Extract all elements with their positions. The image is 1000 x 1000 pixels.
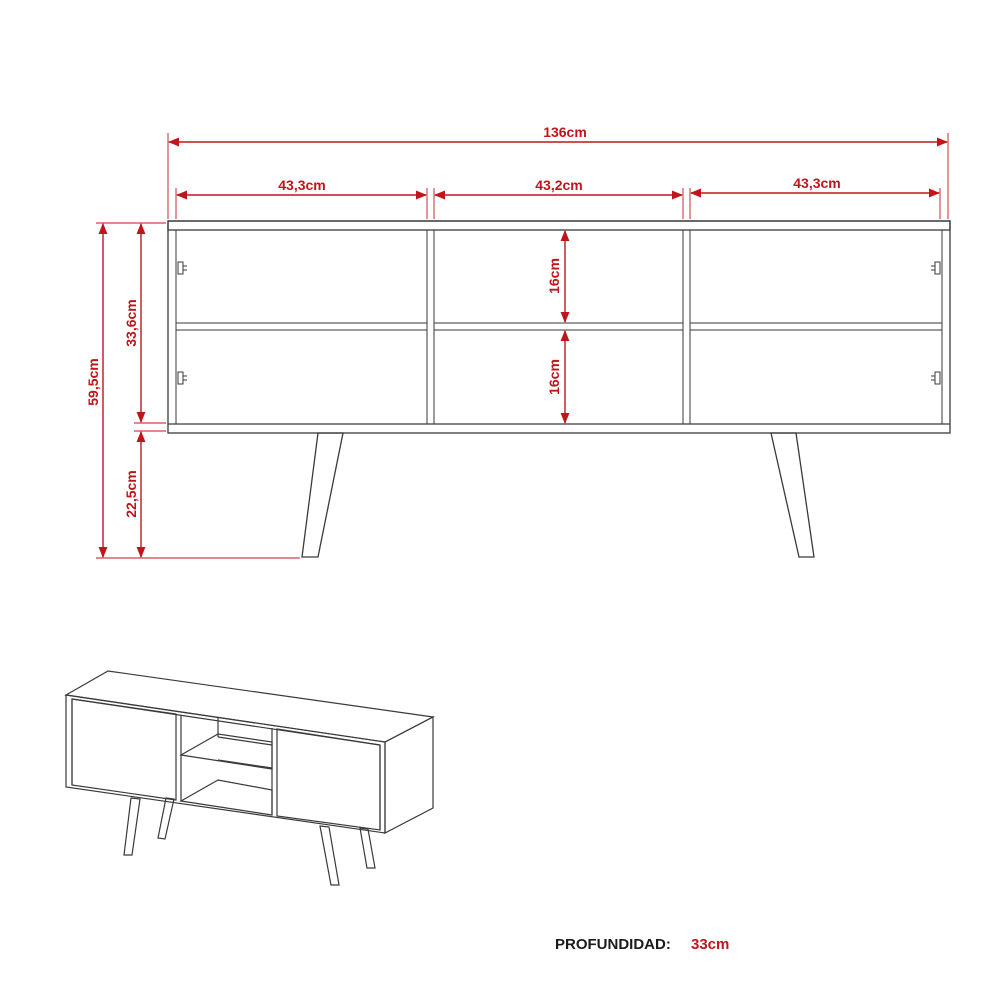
left-section-label: 43,3cm (278, 177, 326, 193)
vertical-dimensions (85, 223, 565, 558)
shelf-middle (434, 323, 683, 330)
iso-leg-back-right (360, 828, 375, 868)
shelf-right (690, 323, 942, 330)
top-board (168, 221, 950, 230)
cabinet-body (168, 221, 950, 433)
iso-front (66, 695, 385, 833)
right-section-label: 43,3cm (793, 175, 841, 191)
total-height-label: 59,5cm (85, 358, 101, 406)
depth-value: 33cm (691, 936, 730, 953)
body-height-label: 33,6cm (123, 299, 139, 347)
iso-leg-back-left (158, 798, 174, 839)
shelf-left (176, 323, 427, 330)
iso-door-left (72, 699, 176, 800)
horizontal-dimensions (168, 124, 948, 219)
divider-right (683, 230, 690, 424)
middle-section-label: 43,2cm (535, 177, 583, 193)
iso-side (385, 717, 433, 833)
depth-label: PROFUNDIDAD: (555, 936, 671, 953)
iso-door-right (277, 729, 380, 830)
total-width-label: 136cm (543, 124, 587, 140)
upper-shelf-label: 16cm (546, 258, 562, 294)
iso-shelf-upper (181, 734, 272, 769)
iso-leg-front-left (124, 798, 140, 855)
divider-left (427, 230, 434, 424)
leg-right (771, 433, 814, 557)
leg-height-label: 22,5cm (123, 470, 139, 518)
lower-shelf-label: 16cm (546, 359, 562, 395)
leg-left (302, 433, 343, 557)
isometric-view (66, 671, 433, 885)
iso-leg-front-right (320, 826, 339, 885)
